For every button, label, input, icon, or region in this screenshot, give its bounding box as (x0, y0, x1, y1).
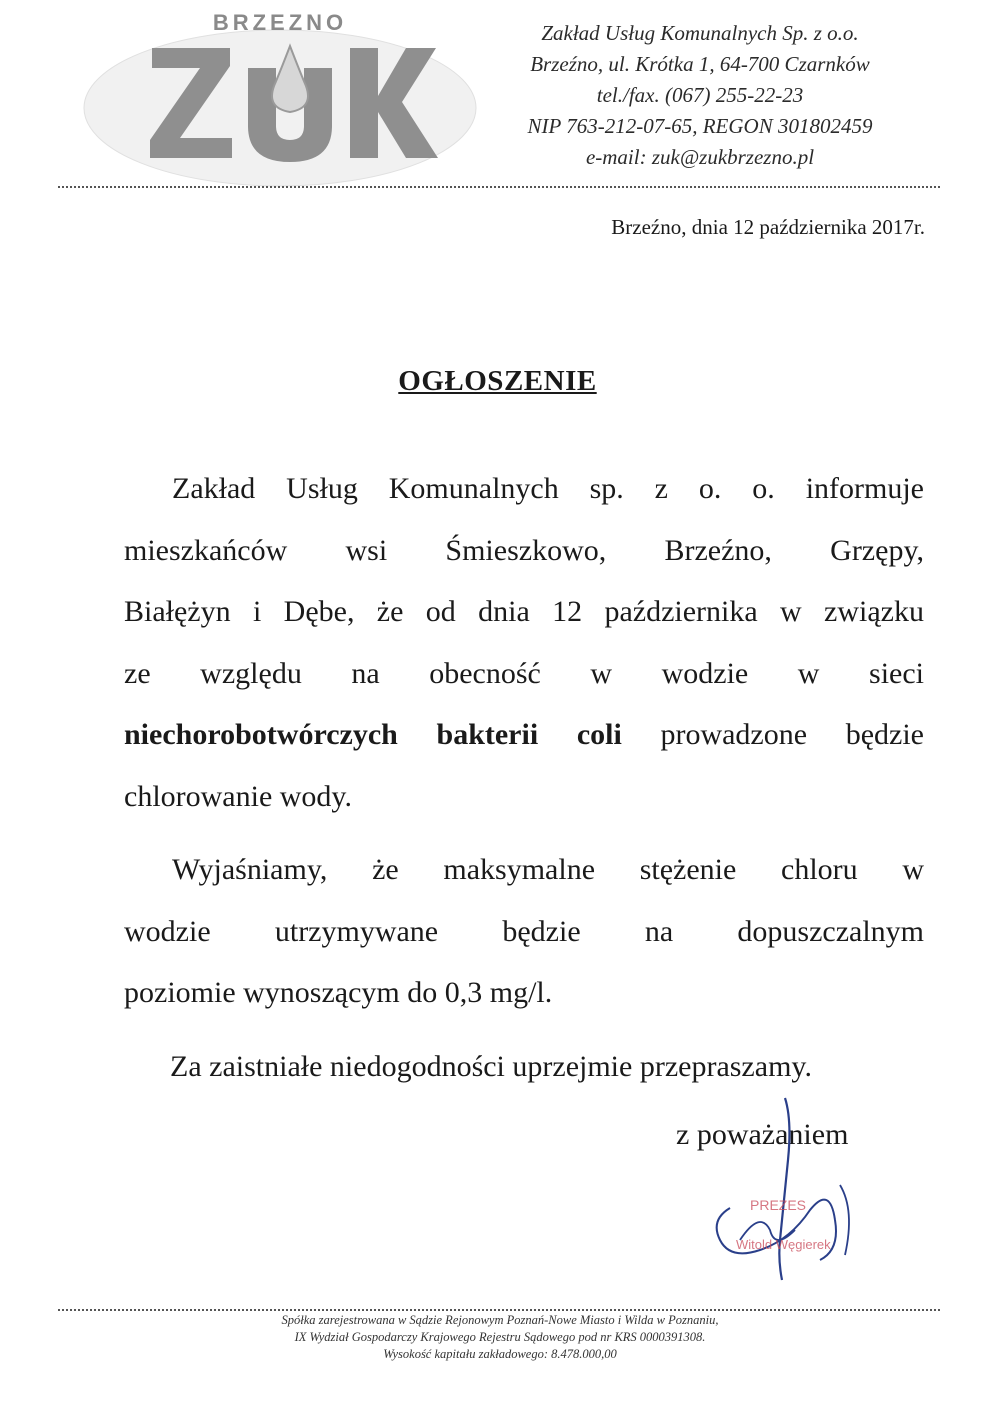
body-line: chlorowanie wody. (124, 779, 352, 813)
body-line: mieszkańców wsi Śmieszkowo, Brzeźno, Grzępy, (124, 533, 924, 567)
header-divider (58, 186, 940, 188)
document-title: OGŁOSZENIE (398, 365, 597, 397)
company-address (490, 18, 910, 173)
body-line (124, 704, 924, 766)
body-line: Białężyn i Dębe, że od dnia 12 października w związku (124, 595, 924, 628)
bold-phrase: niechorobotwórczych bakterii coli (124, 718, 622, 751)
footer-registration (150, 1312, 850, 1363)
body-line: ze względu na obecność w wodzie w sieci (124, 656, 924, 690)
logo-top-text: BRZEZNO (212, 10, 348, 35)
stamp-name: Witold Węgierek (736, 1237, 831, 1252)
company-email: e-mail: zuk@zukbrzezno.pl (585, 145, 815, 169)
body-line: wodzie utrzymywane będzie na dopuszczalnym (124, 914, 924, 948)
stamp-role: PREZES (750, 1197, 807, 1213)
body-line: Zakład Usług Komunalnych sp. z o. o. informuje (172, 472, 924, 505)
announcement-body (124, 458, 924, 1097)
company-tax-ids: NIP 763-212-07-65, REGON 301802459 (527, 114, 873, 138)
document-date: Brzeźno, dnia 12 października 2017r. (611, 215, 925, 239)
footer-line: IX Wydział Gospodarczy Krajowego Rejestru Sądowego pod nr KRS 0000391308. (294, 1330, 706, 1344)
footer-line: Spółka zarejestrowana w Sądzie Rejonowym Poznań-Nowe Miasto i Wilda w Poznaniu, (281, 1313, 719, 1327)
body-line: Wyjaśniamy, że maksymalne stężenie chloru w (172, 853, 924, 886)
zuk-logo (80, 8, 480, 188)
footer-line: Wysokość kapitału zakładowego: 8.478.000,00 (383, 1347, 617, 1361)
company-street: Brzeźno, ul. Krótka 1, 64-700 Czarnków (530, 52, 870, 76)
company-name: Zakład Usług Komunalnych Sp. z o.o. (541, 21, 859, 45)
body-line: poziomie wynoszącym do 0,3 mg/l. (124, 976, 553, 1009)
company-phone: tel./fax. (067) 255-22-23 (596, 83, 804, 107)
body-line-rest: prowadzone będzie (621, 718, 924, 751)
body-line: Za zaistniałe niedogodności uprzejmie przepraszamy. (170, 1049, 812, 1083)
footer-divider (58, 1309, 940, 1311)
closing-text: z poważaniem (676, 1118, 849, 1151)
